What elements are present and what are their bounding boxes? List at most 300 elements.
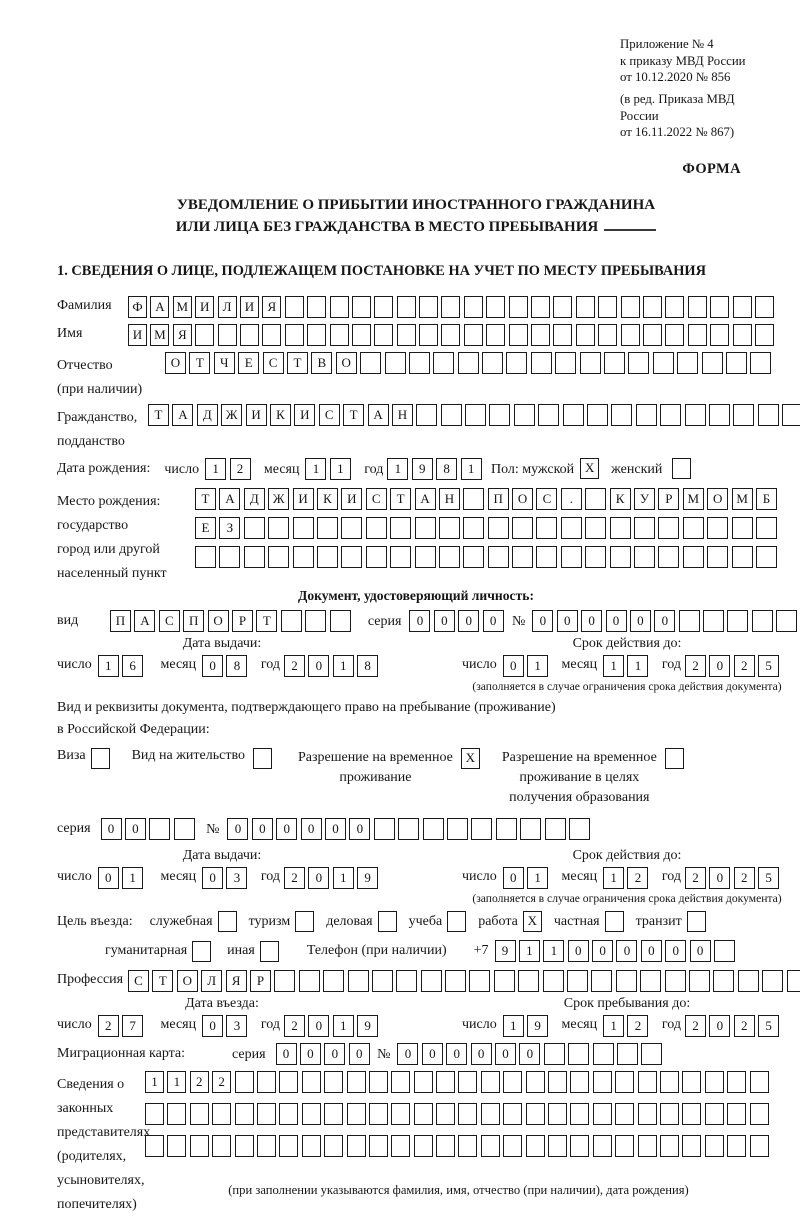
purpose-private-checkbox[interactable] bbox=[605, 911, 624, 932]
char-cell[interactable] bbox=[548, 1071, 567, 1093]
char-cell[interactable] bbox=[307, 296, 326, 318]
char-cell[interactable] bbox=[458, 1071, 477, 1093]
char-cell[interactable] bbox=[348, 970, 369, 992]
char-cell[interactable]: П bbox=[488, 488, 509, 510]
char-cell[interactable] bbox=[660, 1135, 679, 1157]
char-cell[interactable]: 0 bbox=[308, 867, 329, 889]
char-cell[interactable] bbox=[317, 546, 338, 568]
char-cell[interactable] bbox=[638, 1071, 657, 1093]
char-cell[interactable] bbox=[471, 818, 492, 840]
char-cell[interactable] bbox=[463, 488, 484, 510]
char-cell[interactable] bbox=[702, 352, 723, 374]
char-cell[interactable] bbox=[145, 1135, 164, 1157]
char-cell[interactable] bbox=[347, 1071, 366, 1093]
char-cell[interactable] bbox=[660, 404, 681, 426]
char-cell[interactable] bbox=[621, 324, 640, 346]
char-cell[interactable] bbox=[727, 1135, 746, 1157]
char-cell[interactable] bbox=[553, 324, 572, 346]
char-cell[interactable]: 0 bbox=[300, 1043, 321, 1065]
char-cell[interactable] bbox=[548, 1135, 567, 1157]
char-cell[interactable] bbox=[369, 1135, 388, 1157]
char-cell[interactable] bbox=[518, 970, 539, 992]
residence-permit-checkbox[interactable] bbox=[253, 748, 272, 769]
char-cell[interactable]: К bbox=[317, 488, 338, 510]
char-cell[interactable] bbox=[469, 970, 490, 992]
char-cell[interactable]: О bbox=[512, 488, 533, 510]
char-cell[interactable] bbox=[665, 296, 684, 318]
char-cell[interactable]: П bbox=[110, 610, 131, 632]
char-cell[interactable] bbox=[391, 1103, 410, 1125]
char-cell[interactable] bbox=[421, 970, 442, 992]
char-cell[interactable]: О bbox=[208, 610, 229, 632]
char-cell[interactable] bbox=[733, 296, 752, 318]
char-cell[interactable] bbox=[465, 404, 486, 426]
char-cell[interactable]: 0 bbox=[665, 940, 686, 962]
purpose-tourism-checkbox[interactable] bbox=[295, 911, 314, 932]
char-cell[interactable] bbox=[262, 324, 281, 346]
char-cell[interactable] bbox=[587, 404, 608, 426]
char-cell[interactable] bbox=[611, 404, 632, 426]
char-cell[interactable] bbox=[658, 517, 679, 539]
char-cell[interactable] bbox=[512, 517, 533, 539]
char-cell[interactable]: Д bbox=[244, 488, 265, 510]
char-cell[interactable]: 5 bbox=[758, 867, 779, 889]
char-cell[interactable] bbox=[414, 1103, 433, 1125]
char-cell[interactable] bbox=[689, 970, 710, 992]
char-cell[interactable] bbox=[756, 546, 777, 568]
char-cell[interactable] bbox=[307, 324, 326, 346]
char-cell[interactable]: Р bbox=[232, 610, 253, 632]
char-cell[interactable] bbox=[397, 324, 416, 346]
char-cell[interactable]: 0 bbox=[324, 1043, 345, 1065]
char-cell[interactable] bbox=[709, 404, 730, 426]
char-cell[interactable] bbox=[509, 324, 528, 346]
char-cell[interactable]: 1 bbox=[461, 458, 482, 480]
char-cell[interactable]: 0 bbox=[308, 655, 329, 677]
char-cell[interactable] bbox=[397, 296, 416, 318]
char-cell[interactable]: 2 bbox=[284, 1015, 305, 1037]
char-cell[interactable] bbox=[374, 324, 393, 346]
char-cell[interactable] bbox=[398, 818, 419, 840]
char-cell[interactable]: 9 bbox=[357, 1015, 378, 1037]
char-cell[interactable]: 1 bbox=[145, 1071, 164, 1093]
char-cell[interactable]: 8 bbox=[357, 655, 378, 677]
char-cell[interactable]: М bbox=[173, 296, 192, 318]
char-cell[interactable] bbox=[235, 1103, 254, 1125]
char-cell[interactable] bbox=[643, 296, 662, 318]
char-cell[interactable] bbox=[568, 1043, 589, 1065]
char-cell[interactable]: Ж bbox=[268, 488, 289, 510]
char-cell[interactable] bbox=[323, 970, 344, 992]
char-cell[interactable] bbox=[660, 1103, 679, 1125]
char-cell[interactable] bbox=[415, 517, 436, 539]
char-cell[interactable]: Я bbox=[226, 970, 247, 992]
char-cell[interactable]: 0 bbox=[276, 1043, 297, 1065]
sex-female-checkbox[interactable] bbox=[672, 458, 691, 479]
char-cell[interactable]: 0 bbox=[709, 867, 730, 889]
char-cell[interactable]: Т bbox=[343, 404, 364, 426]
char-cell[interactable] bbox=[756, 517, 777, 539]
char-cell[interactable]: П bbox=[183, 610, 204, 632]
char-cell[interactable]: Л bbox=[201, 970, 222, 992]
char-cell[interactable] bbox=[302, 1071, 321, 1093]
char-cell[interactable]: С bbox=[128, 970, 149, 992]
char-cell[interactable]: 3 bbox=[226, 867, 247, 889]
char-cell[interactable] bbox=[593, 1135, 612, 1157]
char-cell[interactable]: 0 bbox=[252, 818, 273, 840]
char-cell[interactable] bbox=[707, 546, 728, 568]
char-cell[interactable] bbox=[268, 546, 289, 568]
char-cell[interactable]: 2 bbox=[212, 1071, 231, 1093]
char-cell[interactable]: Б bbox=[756, 488, 777, 510]
char-cell[interactable] bbox=[526, 1071, 545, 1093]
char-cell[interactable]: 1 bbox=[122, 867, 143, 889]
char-cell[interactable]: 1 bbox=[603, 655, 624, 677]
char-cell[interactable]: Т bbox=[189, 352, 210, 374]
char-cell[interactable] bbox=[677, 352, 698, 374]
char-cell[interactable] bbox=[705, 1135, 724, 1157]
char-cell[interactable]: 6 bbox=[122, 655, 143, 677]
char-cell[interactable] bbox=[628, 352, 649, 374]
char-cell[interactable] bbox=[703, 610, 724, 632]
char-cell[interactable]: 7 bbox=[122, 1015, 143, 1037]
char-cell[interactable]: Н bbox=[439, 488, 460, 510]
char-cell[interactable]: 0 bbox=[446, 1043, 467, 1065]
char-cell[interactable]: 0 bbox=[397, 1043, 418, 1065]
char-cell[interactable]: 0 bbox=[409, 610, 430, 632]
char-cell[interactable] bbox=[580, 352, 601, 374]
char-cell[interactable]: 1 bbox=[503, 1015, 524, 1037]
purpose-study-checkbox[interactable] bbox=[447, 911, 466, 932]
char-cell[interactable] bbox=[235, 1071, 254, 1093]
char-cell[interactable]: 1 bbox=[305, 458, 326, 480]
char-cell[interactable] bbox=[545, 818, 566, 840]
char-cell[interactable] bbox=[710, 324, 729, 346]
char-cell[interactable]: С bbox=[263, 352, 284, 374]
char-cell[interactable] bbox=[750, 1103, 769, 1125]
char-cell[interactable]: 0 bbox=[301, 818, 322, 840]
char-cell[interactable]: 0 bbox=[202, 655, 223, 677]
char-cell[interactable] bbox=[302, 1135, 321, 1157]
char-cell[interactable]: 2 bbox=[627, 1015, 648, 1037]
char-cell[interactable] bbox=[638, 1135, 657, 1157]
char-cell[interactable] bbox=[494, 970, 515, 992]
char-cell[interactable] bbox=[758, 404, 779, 426]
char-cell[interactable] bbox=[274, 970, 295, 992]
char-cell[interactable]: 0 bbox=[458, 610, 479, 632]
char-cell[interactable]: И bbox=[128, 324, 147, 346]
char-cell[interactable]: 0 bbox=[641, 940, 662, 962]
char-cell[interactable] bbox=[640, 970, 661, 992]
char-cell[interactable]: Т bbox=[195, 488, 216, 510]
char-cell[interactable]: Ч bbox=[214, 352, 235, 374]
char-cell[interactable]: 0 bbox=[532, 610, 553, 632]
char-cell[interactable] bbox=[433, 352, 454, 374]
char-cell[interactable] bbox=[782, 404, 800, 426]
char-cell[interactable] bbox=[727, 1071, 746, 1093]
char-cell[interactable] bbox=[506, 352, 527, 374]
char-cell[interactable] bbox=[145, 1103, 164, 1125]
char-cell[interactable] bbox=[776, 610, 797, 632]
char-cell[interactable]: И bbox=[294, 404, 315, 426]
purpose-transit-checkbox[interactable] bbox=[687, 911, 706, 932]
char-cell[interactable] bbox=[436, 1135, 455, 1157]
char-cell[interactable] bbox=[682, 1135, 701, 1157]
char-cell[interactable] bbox=[514, 404, 535, 426]
char-cell[interactable]: С bbox=[366, 488, 387, 510]
char-cell[interactable] bbox=[347, 1135, 366, 1157]
char-cell[interactable]: 0 bbox=[606, 610, 627, 632]
char-cell[interactable] bbox=[755, 296, 774, 318]
char-cell[interactable] bbox=[561, 517, 582, 539]
char-cell[interactable] bbox=[257, 1103, 276, 1125]
char-cell[interactable] bbox=[374, 818, 395, 840]
char-cell[interactable] bbox=[512, 546, 533, 568]
char-cell[interactable]: 2 bbox=[627, 867, 648, 889]
char-cell[interactable]: 5 bbox=[758, 655, 779, 677]
char-cell[interactable] bbox=[279, 1135, 298, 1157]
char-cell[interactable]: Р bbox=[250, 970, 271, 992]
char-cell[interactable] bbox=[302, 1103, 321, 1125]
char-cell[interactable] bbox=[167, 1135, 186, 1157]
char-cell[interactable] bbox=[481, 1103, 500, 1125]
char-cell[interactable] bbox=[149, 818, 170, 840]
char-cell[interactable]: 0 bbox=[709, 655, 730, 677]
char-cell[interactable] bbox=[317, 517, 338, 539]
char-cell[interactable] bbox=[391, 1135, 410, 1157]
char-cell[interactable] bbox=[593, 1103, 612, 1125]
char-cell[interactable] bbox=[463, 517, 484, 539]
char-cell[interactable] bbox=[553, 296, 572, 318]
char-cell[interactable]: 0 bbox=[227, 818, 248, 840]
char-cell[interactable]: 1 bbox=[603, 1015, 624, 1037]
char-cell[interactable] bbox=[621, 296, 640, 318]
char-cell[interactable] bbox=[531, 352, 552, 374]
char-cell[interactable] bbox=[570, 1135, 589, 1157]
char-cell[interactable] bbox=[441, 324, 460, 346]
char-cell[interactable] bbox=[610, 517, 631, 539]
char-cell[interactable] bbox=[727, 1103, 746, 1125]
char-cell[interactable] bbox=[665, 970, 686, 992]
char-cell[interactable] bbox=[369, 1103, 388, 1125]
char-cell[interactable] bbox=[486, 324, 505, 346]
char-cell[interactable] bbox=[520, 818, 541, 840]
char-cell[interactable] bbox=[279, 1071, 298, 1093]
char-cell[interactable]: 0 bbox=[495, 1043, 516, 1065]
purpose-humanitarian-checkbox[interactable] bbox=[192, 941, 211, 962]
purpose-other-checkbox[interactable] bbox=[260, 941, 279, 962]
char-cell[interactable]: Е bbox=[238, 352, 259, 374]
char-cell[interactable]: Д bbox=[197, 404, 218, 426]
char-cell[interactable] bbox=[374, 296, 393, 318]
char-cell[interactable] bbox=[268, 517, 289, 539]
char-cell[interactable] bbox=[439, 546, 460, 568]
char-cell[interactable]: 2 bbox=[284, 867, 305, 889]
char-cell[interactable]: 2 bbox=[685, 655, 706, 677]
char-cell[interactable] bbox=[660, 1071, 679, 1093]
char-cell[interactable] bbox=[190, 1103, 209, 1125]
char-cell[interactable]: 0 bbox=[471, 1043, 492, 1065]
char-cell[interactable] bbox=[212, 1135, 231, 1157]
char-cell[interactable]: 0 bbox=[709, 1015, 730, 1037]
visa-checkbox[interactable] bbox=[91, 748, 110, 769]
char-cell[interactable]: 0 bbox=[276, 818, 297, 840]
char-cell[interactable]: С bbox=[319, 404, 340, 426]
char-cell[interactable] bbox=[419, 296, 438, 318]
char-cell[interactable] bbox=[705, 1103, 724, 1125]
char-cell[interactable]: И bbox=[341, 488, 362, 510]
char-cell[interactable]: 1 bbox=[387, 458, 408, 480]
char-cell[interactable]: 2 bbox=[734, 1015, 755, 1037]
char-cell[interactable] bbox=[360, 352, 381, 374]
char-cell[interactable] bbox=[615, 1071, 634, 1093]
char-cell[interactable] bbox=[458, 1135, 477, 1157]
char-cell[interactable] bbox=[755, 324, 774, 346]
char-cell[interactable]: 0 bbox=[422, 1043, 443, 1065]
char-cell[interactable] bbox=[604, 352, 625, 374]
char-cell[interactable] bbox=[219, 546, 240, 568]
char-cell[interactable]: 8 bbox=[436, 458, 457, 480]
temp-residence-education-checkbox[interactable] bbox=[665, 748, 684, 769]
char-cell[interactable]: 0 bbox=[630, 610, 651, 632]
char-cell[interactable] bbox=[616, 970, 637, 992]
char-cell[interactable] bbox=[458, 1103, 477, 1125]
char-cell[interactable]: Я bbox=[173, 324, 192, 346]
char-cell[interactable] bbox=[526, 1135, 545, 1157]
char-cell[interactable] bbox=[366, 517, 387, 539]
char-cell[interactable] bbox=[727, 610, 748, 632]
char-cell[interactable]: Ж bbox=[221, 404, 242, 426]
char-cell[interactable] bbox=[598, 296, 617, 318]
char-cell[interactable] bbox=[576, 296, 595, 318]
char-cell[interactable] bbox=[441, 296, 460, 318]
char-cell[interactable]: 1 bbox=[330, 458, 351, 480]
char-cell[interactable]: 0 bbox=[592, 940, 613, 962]
char-cell[interactable]: 2 bbox=[734, 655, 755, 677]
char-cell[interactable]: М bbox=[683, 488, 704, 510]
char-cell[interactable] bbox=[593, 1043, 614, 1065]
char-cell[interactable] bbox=[732, 517, 753, 539]
char-cell[interactable]: 2 bbox=[230, 458, 251, 480]
char-cell[interactable] bbox=[683, 546, 704, 568]
char-cell[interactable]: 0 bbox=[557, 610, 578, 632]
char-cell[interactable]: Л bbox=[218, 296, 237, 318]
char-cell[interactable] bbox=[750, 1071, 769, 1093]
char-cell[interactable] bbox=[638, 1103, 657, 1125]
char-cell[interactable] bbox=[591, 970, 612, 992]
char-cell[interactable] bbox=[682, 1071, 701, 1093]
char-cell[interactable]: И bbox=[293, 488, 314, 510]
char-cell[interactable]: 0 bbox=[519, 1043, 540, 1065]
char-cell[interactable] bbox=[489, 404, 510, 426]
char-cell[interactable]: 1 bbox=[167, 1071, 186, 1093]
char-cell[interactable] bbox=[257, 1135, 276, 1157]
char-cell[interactable]: 2 bbox=[190, 1071, 209, 1093]
char-cell[interactable] bbox=[536, 546, 557, 568]
char-cell[interactable] bbox=[240, 324, 259, 346]
char-cell[interactable] bbox=[658, 546, 679, 568]
char-cell[interactable]: 2 bbox=[284, 655, 305, 677]
char-cell[interactable]: 2 bbox=[734, 867, 755, 889]
char-cell[interactable] bbox=[436, 1071, 455, 1093]
char-cell[interactable] bbox=[464, 324, 483, 346]
char-cell[interactable] bbox=[218, 324, 237, 346]
char-cell[interactable]: А bbox=[415, 488, 436, 510]
char-cell[interactable]: Т bbox=[256, 610, 277, 632]
char-cell[interactable] bbox=[482, 352, 503, 374]
char-cell[interactable] bbox=[341, 546, 362, 568]
char-cell[interactable] bbox=[167, 1103, 186, 1125]
char-cell[interactable] bbox=[752, 610, 773, 632]
char-cell[interactable]: О bbox=[165, 352, 186, 374]
char-cell[interactable]: С bbox=[536, 488, 557, 510]
char-cell[interactable] bbox=[464, 296, 483, 318]
char-cell[interactable] bbox=[593, 1071, 612, 1093]
char-cell[interactable] bbox=[305, 610, 326, 632]
char-cell[interactable]: 9 bbox=[357, 867, 378, 889]
char-cell[interactable] bbox=[439, 517, 460, 539]
char-cell[interactable]: Н bbox=[392, 404, 413, 426]
char-cell[interactable] bbox=[372, 970, 393, 992]
char-cell[interactable]: К bbox=[270, 404, 291, 426]
char-cell[interactable] bbox=[445, 970, 466, 992]
char-cell[interactable]: Т bbox=[390, 488, 411, 510]
char-cell[interactable]: 1 bbox=[543, 940, 564, 962]
char-cell[interactable]: 1 bbox=[205, 458, 226, 480]
char-cell[interactable] bbox=[330, 324, 349, 346]
char-cell[interactable]: 0 bbox=[654, 610, 675, 632]
char-cell[interactable] bbox=[570, 1103, 589, 1125]
char-cell[interactable] bbox=[555, 352, 576, 374]
char-cell[interactable] bbox=[503, 1071, 522, 1093]
char-cell[interactable] bbox=[195, 546, 216, 568]
char-cell[interactable] bbox=[653, 352, 674, 374]
char-cell[interactable]: 0 bbox=[581, 610, 602, 632]
char-cell[interactable] bbox=[441, 404, 462, 426]
char-cell[interactable]: 0 bbox=[101, 818, 122, 840]
char-cell[interactable]: Р bbox=[658, 488, 679, 510]
char-cell[interactable] bbox=[636, 404, 657, 426]
char-cell[interactable] bbox=[447, 818, 468, 840]
char-cell[interactable] bbox=[352, 324, 371, 346]
char-cell[interactable] bbox=[366, 546, 387, 568]
char-cell[interactable] bbox=[679, 610, 700, 632]
char-cell[interactable]: А bbox=[368, 404, 389, 426]
char-cell[interactable] bbox=[585, 488, 606, 510]
char-cell[interactable]: 0 bbox=[349, 818, 370, 840]
char-cell[interactable]: 1 bbox=[603, 867, 624, 889]
char-cell[interactable]: 5 bbox=[758, 1015, 779, 1037]
char-cell[interactable] bbox=[436, 1103, 455, 1125]
char-cell[interactable]: 0 bbox=[503, 655, 524, 677]
char-cell[interactable]: Т bbox=[287, 352, 308, 374]
char-cell[interactable] bbox=[733, 404, 754, 426]
char-cell[interactable]: 0 bbox=[690, 940, 711, 962]
char-cell[interactable]: 0 bbox=[98, 867, 119, 889]
char-cell[interactable]: 0 bbox=[125, 818, 146, 840]
char-cell[interactable] bbox=[415, 546, 436, 568]
char-cell[interactable] bbox=[244, 517, 265, 539]
char-cell[interactable]: 2 bbox=[685, 1015, 706, 1037]
char-cell[interactable] bbox=[324, 1071, 343, 1093]
char-cell[interactable] bbox=[733, 324, 752, 346]
char-cell[interactable] bbox=[285, 296, 304, 318]
purpose-work-checkbox[interactable]: X bbox=[523, 911, 542, 932]
char-cell[interactable] bbox=[509, 296, 528, 318]
char-cell[interactable]: Я bbox=[262, 296, 281, 318]
char-cell[interactable]: 0 bbox=[616, 940, 637, 962]
char-cell[interactable]: 0 bbox=[483, 610, 504, 632]
